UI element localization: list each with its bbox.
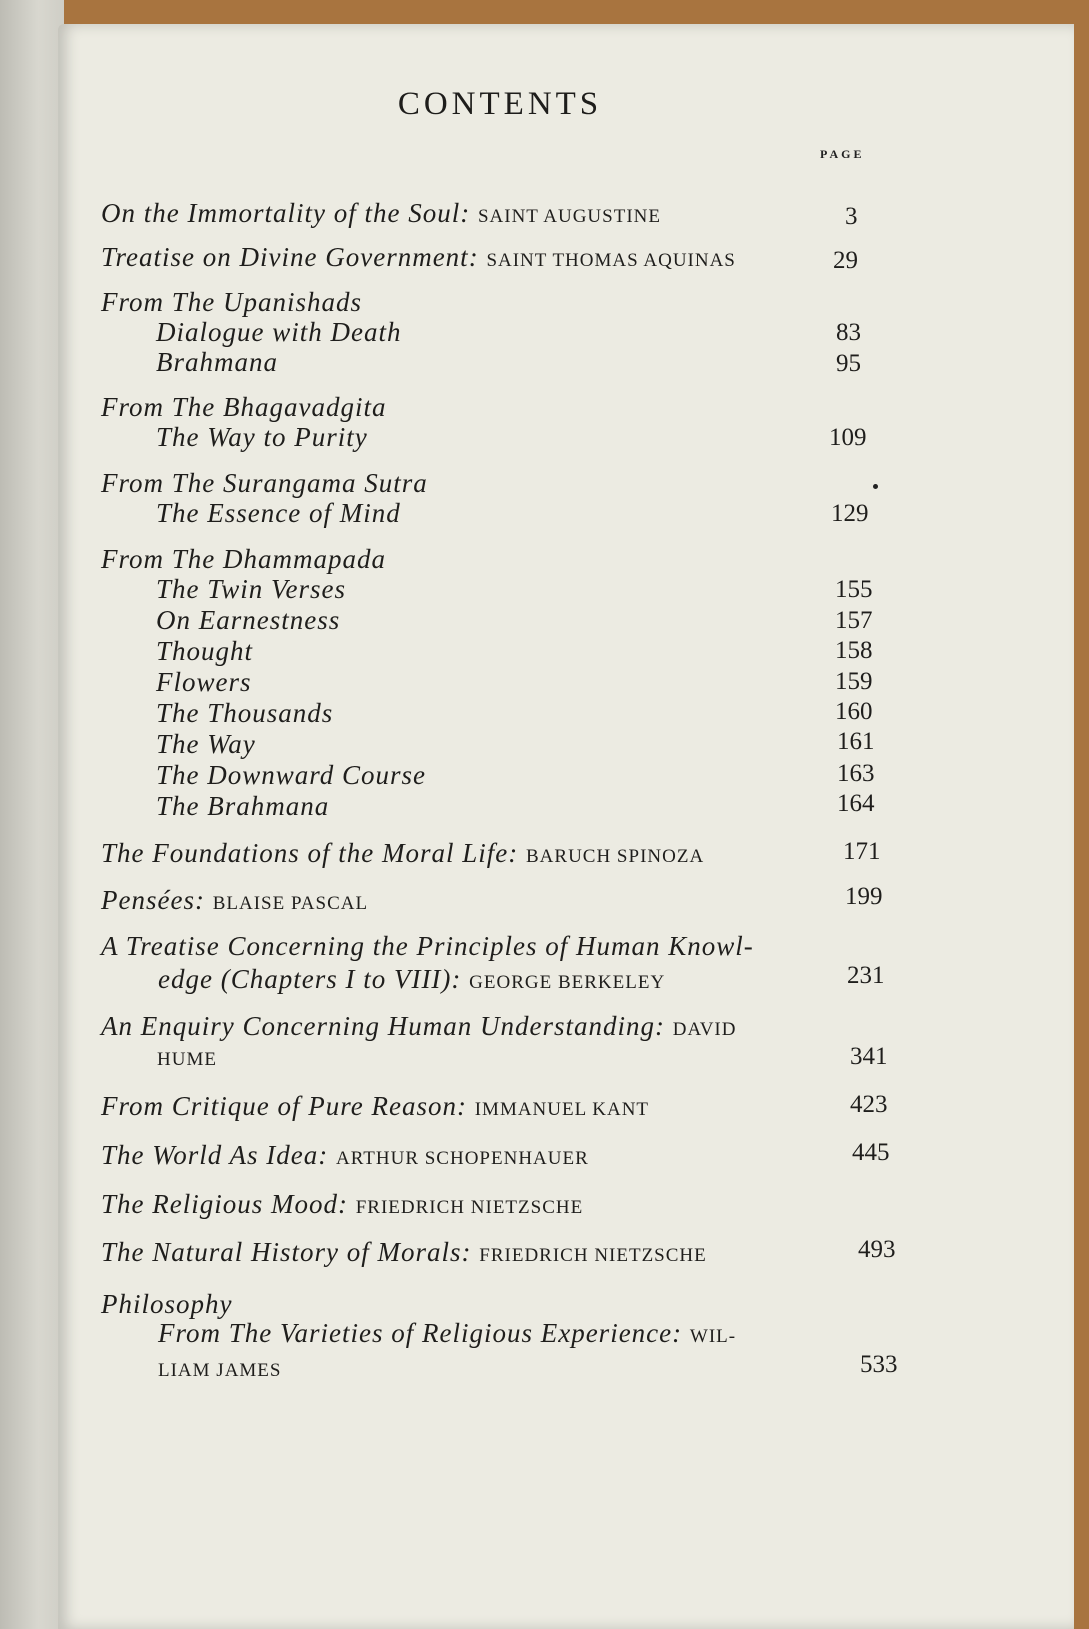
entry-author: GEORGE BERKELEY: [469, 972, 666, 993]
page-title: CONTENTS: [397, 86, 603, 122]
entry-author: BLAISE PASCAL: [212, 893, 369, 914]
toc-entry-continued: LIAM JAMES: [158, 1360, 282, 1381]
toc-entry: [101, 931, 754, 962]
toc-entry: An Enquiry Concerning Human Understanding: DAVID: [101, 1011, 737, 1041]
toc-entry-continued: HUME: [157, 1049, 217, 1070]
entry-title: From Critique of Pure Reason: [101, 1091, 457, 1121]
toc-sub-entry: The Brahmana: [156, 791, 330, 821]
page-number: 423: [850, 1091, 888, 1118]
toc-section-title: From The Dhammapada: [101, 544, 386, 574]
page-number: 159: [835, 668, 873, 695]
toc-sub-entry: The Twin Verses: [156, 574, 347, 604]
toc-sub-entry: The Thousands: [156, 698, 334, 728]
entry-author: SAINT AUGUSTINE: [477, 206, 661, 227]
entry-title: Treatise on Divine Government: [101, 242, 469, 272]
page-number: 109: [829, 424, 867, 451]
entry-title: Pensées: [101, 885, 195, 915]
entry-author: SAINT THOMAS AQUINAS: [486, 250, 736, 271]
toc-sub-entry: On Earnestness: [156, 605, 341, 635]
entry-author: FRIEDRICH NIETZSCHE: [479, 1245, 707, 1266]
entry-author: DAVID: [672, 1019, 737, 1040]
page-number: 129: [831, 500, 869, 527]
toc-sub-entry: Brahmana: [156, 347, 278, 377]
page-number: 83: [836, 319, 861, 346]
entry-author: WIL-: [689, 1326, 737, 1347]
page-number: 95: [836, 350, 861, 377]
toc-sub-entry: The Way: [156, 729, 256, 759]
page-number: 163: [837, 760, 875, 787]
page-number: 161: [837, 728, 875, 755]
page-number: 341: [850, 1043, 888, 1070]
entry-title: The Religious Mood: [101, 1189, 338, 1219]
page-number: 160: [835, 698, 873, 725]
entry-title: An Enquiry Concerning Human Understanding: [101, 1011, 655, 1041]
entry-title: The Foundations of the Moral Life: [101, 838, 509, 868]
toc-entry: Pensées: BLAISE PASCAL: [101, 885, 369, 915]
toc-entry: Treatise on Divine Government: SAINT THOMAS AQUINAS: [101, 242, 736, 272]
entry-author: BARUCH SPINOZA: [526, 846, 705, 867]
entry-title: On the Immortality of the Soul: [101, 198, 461, 228]
facing-page: [0, 0, 64, 1629]
toc-sub-entry: Flowers: [156, 667, 252, 697]
entry-title: The World As Idea: [101, 1140, 319, 1170]
toc-sub-entry: Dialogue with Death: [156, 317, 402, 347]
page-number: 29: [833, 247, 858, 274]
toc-entry: From Critique of Pure Reason: IMMANUEL KANT: [101, 1091, 650, 1121]
toc-entry: The Natural History of Morals: FRIEDRICH NIETZSCHE: [101, 1237, 707, 1267]
entry-author: ARTHUR SCHOPENHAUER: [336, 1148, 589, 1169]
page-number: 493: [858, 1236, 896, 1263]
page-number: 155: [835, 576, 873, 603]
page-number: 445: [852, 1139, 890, 1166]
toc-entry-continued: edge (Chapters I to VIII): GEORGE BERKELEY: [158, 964, 666, 994]
entry-title: A Treatise Concerning the Principles of Human Knowl-: [101, 931, 754, 961]
toc-entry: The Religious Mood: FRIEDRICH NIETZSCHE: [101, 1189, 584, 1219]
toc-sub-entry: The Essence of Mind: [156, 498, 401, 528]
toc-entry: On the Immortality of the Soul: SAINT AUGUSTINE: [101, 198, 661, 228]
entry-title: The Natural History of Morals: [101, 1237, 462, 1267]
toc-sub-entry: The Downward Course: [156, 760, 427, 790]
entry-author: IMMANUEL KANT: [474, 1099, 650, 1120]
toc-section-title: From The Bhagavadgita: [101, 392, 387, 422]
toc-entry: The Foundations of the Moral Life: BARUCH SPINOZA: [101, 838, 705, 868]
entry-author: FRIEDRICH NIETZSCHE: [355, 1197, 584, 1218]
toc-section-title: From The Upanishads: [101, 287, 363, 317]
toc-sub-entry: Thought: [156, 636, 254, 666]
page-number: 3: [845, 203, 858, 230]
toc-entry: The World As Idea: ARTHUR SCHOPENHAUER: [101, 1140, 589, 1170]
page-number: 199: [845, 883, 883, 910]
page-number: 171: [843, 838, 881, 865]
toc-sub-entry: From The Varieties of Religious Experience: WIL-: [158, 1318, 737, 1348]
ink-speck: [873, 484, 878, 489]
toc-section-title: Philosophy: [101, 1289, 233, 1319]
page-number: 164: [837, 790, 875, 817]
page-number: 158: [835, 637, 873, 664]
toc-section-title: From The Surangama Sutra: [101, 468, 428, 498]
page-number: 231: [847, 962, 885, 989]
page-column-header: PAGE: [820, 147, 865, 161]
page-number: 533: [860, 1351, 898, 1378]
page-number: 157: [835, 607, 873, 634]
toc-sub-entry: The Way to Purity: [156, 422, 368, 452]
entry-title: From The Varieties of Religious Experience: [158, 1318, 673, 1348]
